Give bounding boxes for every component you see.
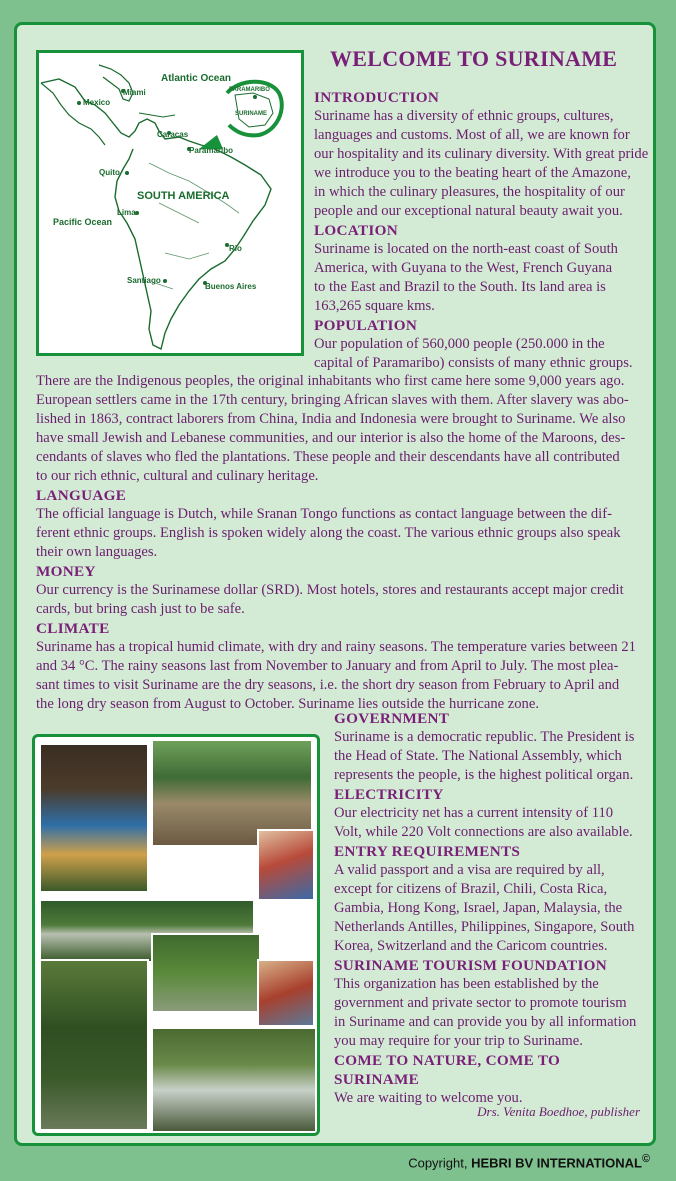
government-line: the Head of State. The National Assembly, which <box>334 748 622 764</box>
label-suriname-inset: SURINAME <box>235 111 268 117</box>
introduction-heading: INTRODUCTION <box>314 89 440 106</box>
label-caracas: Caracas <box>157 130 189 139</box>
label-miami: Miami <box>123 88 146 97</box>
page-title: WELCOME TO SURINAME <box>330 46 618 71</box>
copyright-prefix: Copyright, <box>408 1155 472 1171</box>
government-line: Suriname is a democratic republic. The President is <box>334 729 635 745</box>
population-line: cendants of slaves who fled the plantations. These people and their descendants have all contributed <box>36 449 620 465</box>
intro-line: languages and customs. Most of all, we are known for <box>314 127 630 143</box>
foundation-heading: SURINAME TOURISM FOUNDATION <box>334 957 608 974</box>
language-line: The official language is Dutch, while Sranan Tongo functions as contact language between the dif- <box>36 506 612 522</box>
photo-market-people <box>257 959 315 1027</box>
money-line: cards, but bring cash just to be safe. <box>36 601 245 617</box>
language-heading: LANGUAGE <box>36 487 127 504</box>
copyright-line <box>408 1153 650 1170</box>
lower-right-column <box>334 709 652 1108</box>
photo-dancers <box>257 829 315 901</box>
introduction-section <box>314 88 654 373</box>
intro-line: Suriname has a diversity of ethnic groups, cultures, <box>314 108 614 124</box>
population-line: capital of Paramaribo) consists of many ethnic groups. <box>314 355 633 371</box>
country-borders <box>149 163 239 289</box>
label-pacific: Pacific Ocean <box>53 217 113 227</box>
signature: Drs. Venita Boedhoe, publisher <box>477 1104 640 1119</box>
label-rio: Rio <box>229 244 242 253</box>
copyright-company: HEBRI BV INTERNATIONAL <box>471 1155 643 1171</box>
population-line: to our rich ethnic, cultural and culinary heritage. <box>36 468 319 484</box>
south-america-map <box>36 50 304 356</box>
photo-mossy-stream <box>151 933 261 1013</box>
location-line: 163,265 square kms. <box>314 298 435 314</box>
intro-line: in which the culinary pleasures, the hospitality of our <box>314 184 625 200</box>
nature-line: We are waiting to welcome you. <box>334 1090 523 1106</box>
government-line: represents the people, is the highest political organ. <box>334 767 634 783</box>
government-heading: GOVERNMENT <box>334 710 450 727</box>
location-line: to the East and Brazil to the South. Its land area is <box>314 279 606 295</box>
label-paramaribo-inset: PARAMARIBO <box>229 87 270 93</box>
photo-jungle-path <box>39 959 149 1131</box>
photo-collage <box>32 734 320 1136</box>
entry-line: A valid passport and a visa are required by all, <box>334 862 605 878</box>
language-line: ferent ethnic groups. English is spoken widely along the coast. The various ethnic groups also speak <box>36 525 621 541</box>
foundation-line: This organization has been established by the <box>334 976 599 992</box>
label-santiago: Santiago <box>127 276 161 285</box>
entry-heading: ENTRY REQUIREMENTS <box>334 843 521 860</box>
map-drawing <box>39 53 301 353</box>
location-line: Suriname is located on the north-east coast of South <box>314 241 618 257</box>
label-mexico: Mexico <box>83 98 111 107</box>
location-line: America, with Guyana to the West, French Guyana <box>314 260 613 276</box>
entry-line: Gambia, Hong Kong, Israel, Japan, Malaysia, the <box>334 900 623 916</box>
electricity-heading: ELECTRICITY <box>334 786 444 803</box>
climate-line: the long dry season from August to October. Suriname lies outside the hurricane zone. <box>36 696 539 712</box>
climate-heading: CLIMATE <box>36 620 110 637</box>
population-line: There are the Indigenous peoples, the original inhabitants who first came here some 9,000 years ago. <box>36 373 625 389</box>
photo-rapids <box>151 1027 317 1133</box>
location-heading: LOCATION <box>314 222 398 239</box>
electricity-line: Volt, while 220 Volt connections are also available. <box>334 824 633 840</box>
intro-line: our hospitality and its culinary diversity. With great pride <box>314 146 649 162</box>
label-paramaribo: Paramaribo <box>189 146 234 155</box>
population-line: lished in 1863, contract laborers from China, India and Indonesia were brought to Suriname. We also <box>36 411 626 427</box>
label-south-america: SOUTH AMERICA <box>137 190 230 202</box>
wide-body-section <box>36 372 648 714</box>
label-lima: Lima <box>117 208 136 217</box>
intro-line: people and our exceptional natural beauty await you. <box>314 203 623 219</box>
foundation-line: you may require for your trip to Suriname. <box>334 1033 583 1049</box>
entry-line: except for citizens of Brazil, Chili, Costa Rica, <box>334 881 608 897</box>
entry-line: Netherlands Antilles, Philippines, Singapore, South <box>334 919 635 935</box>
foundation-line: in Suriname and can provide you by all information <box>334 1014 637 1030</box>
climate-line: and 34 °C. The rainy seasons last from November to January and from April to July. The most plea- <box>36 658 619 674</box>
intro-line: we introduce you to the beating heart of the Amazone, <box>314 165 631 181</box>
population-heading: POPULATION <box>314 317 418 334</box>
electricity-line: Our electricity net has a current intensity of 110 <box>334 805 614 821</box>
population-line: Our population of 560,000 people (250.000 in the <box>314 336 605 352</box>
population-line: European settlers came in the 17th century, bringing African slaves with them. After slavery was abo- <box>36 392 629 408</box>
language-line: their own languages. <box>36 544 158 560</box>
nature-heading: COME TO NATURE, COME TO <box>334 1052 561 1069</box>
population-line: have small Jewish and Lebanese communities, and our interior is also the home of the Maroons, des- <box>36 430 626 446</box>
climate-line: sant times to visit Suriname are the dry seasons, i.e. the short dry season from February to April and <box>36 677 620 693</box>
copyright-symbol: © <box>642 1153 650 1165</box>
money-heading: MONEY <box>36 563 96 580</box>
central-america-outline <box>41 83 105 145</box>
foundation-line: government and private sector to promote tourism <box>334 995 627 1011</box>
climate-line: Suriname has a tropical humid climate, with dry and rainy seasons. The temperature varies between 21 <box>36 639 636 655</box>
label-buenos-aires: Buenos Aires <box>205 282 257 291</box>
nature-heading: SURINAME <box>334 1071 420 1088</box>
photo-fisherman <box>39 743 149 893</box>
label-quito: Quito <box>99 168 120 177</box>
money-line: Our currency is the Surinamese dollar (SRD). Most hotels, stores and restaurants accept major credit <box>36 582 624 598</box>
entry-line: Korea, Switzerland and the Caricom countries. <box>334 938 608 954</box>
label-atlantic: Atlantic Ocean <box>161 73 232 84</box>
caribbean-outline <box>139 113 175 117</box>
